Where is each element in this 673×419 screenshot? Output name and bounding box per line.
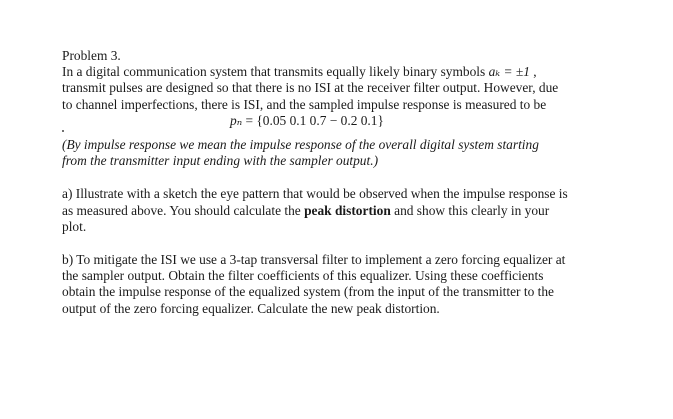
symbol-expression: aₖ = ±1	[488, 64, 530, 80]
part-a-line-2-text: as measured above. You should calculate the	[62, 202, 305, 218]
part-a-line-1: a) Illustrate with a sketch the eye pattern that would be observed when the impulse response is	[62, 186, 568, 202]
impulse-response-equation	[62, 113, 642, 129]
intro-line-1-tail: ,	[529, 64, 537, 80]
note-line-2: from the transmitter input ending with the sampler output.)	[62, 153, 379, 169]
intro-line-2: transmit pulses are designed so that there is no ISI at the receiver filter output. However, due	[62, 80, 559, 96]
part-a-line-3: plot.	[62, 218, 87, 234]
part-a-line-2-tail: and show this clearly in your	[390, 202, 550, 218]
equation-rhs: = {0.05 0.1 0.7 − 0.2 0.1}	[242, 112, 384, 128]
part-b-line-3: obtain the impulse response of the equalized system (from the input of the transmitter to the	[62, 284, 554, 300]
intro-line-1	[62, 64, 642, 80]
part-a-line-2	[62, 203, 642, 219]
problem-text	[62, 48, 642, 317]
peak-distortion-term: peak distortion	[304, 202, 391, 218]
intro-line-3: to channel imperfections, there is ISI, and the sampled impulse response is measured to be	[62, 96, 547, 112]
paragraph-gap	[62, 169, 642, 186]
note-line-1: (By impulse response we mean the impulse response of the overall digital system starting	[62, 137, 539, 153]
problem-title: Problem 3.	[62, 48, 121, 63]
part-b-line-4: output of the zero forcing equalizer. Calculate the new peak distortion.	[62, 300, 440, 316]
paragraph-gap	[62, 235, 642, 252]
equation-lhs: pₙ	[230, 112, 243, 128]
intro-line-1-text: In a digital communication system that transmits equally likely binary symbols	[62, 64, 489, 80]
stray-dot	[62, 129, 642, 137]
part-b-line-1: b) To mitigate the ISI we use a 3-tap transversal filter to implement a zero forcing equalizer at	[62, 252, 566, 268]
part-b-line-2: the sampler output. Obtain the filter coefficients of this equalizer. Using these coefficients	[62, 268, 544, 284]
